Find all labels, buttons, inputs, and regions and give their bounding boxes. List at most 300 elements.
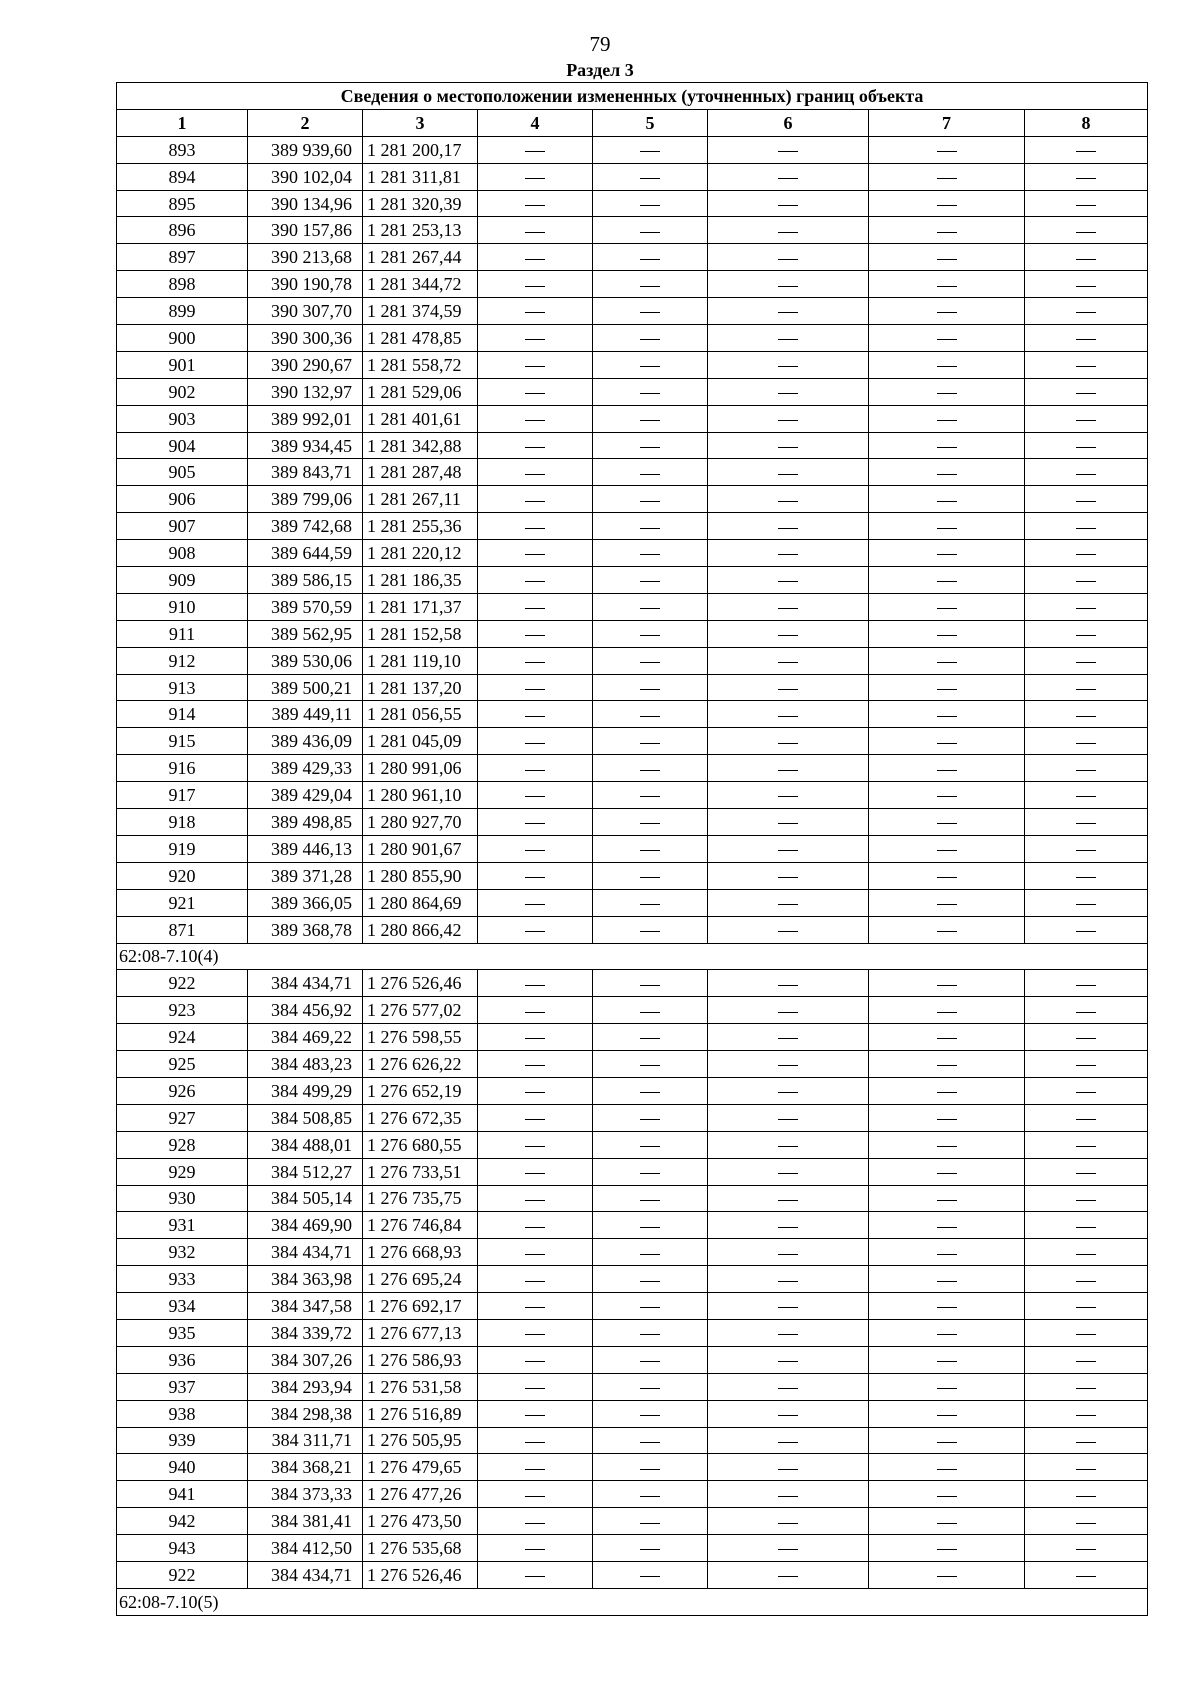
empty-value-cell [1025, 970, 1148, 997]
empty-value-cell [708, 136, 869, 163]
dash-mark [778, 1065, 798, 1066]
empty-value-cell [708, 728, 869, 755]
empty-value-cell [593, 1293, 708, 1320]
dash-mark [937, 1415, 957, 1416]
y-coordinate-cell: 1 281 287,48 [363, 459, 478, 486]
y-coordinate-cell: 1 276 473,50 [363, 1508, 478, 1535]
dash-mark [778, 904, 798, 905]
dash-mark [640, 1549, 660, 1550]
y-coordinate-cell: 1 280 866,42 [363, 916, 478, 943]
dash-mark [937, 635, 957, 636]
table-row [117, 997, 1148, 1024]
empty-value-cell [708, 298, 869, 325]
empty-value-cell [708, 1185, 869, 1212]
dash-mark [778, 1549, 798, 1550]
dash-mark [778, 312, 798, 313]
point-number-cell: 940 [117, 1454, 248, 1481]
dash-mark [1076, 1038, 1096, 1039]
dash-mark [937, 232, 957, 233]
point-number-cell: 894 [117, 163, 248, 190]
dash-mark [937, 1065, 957, 1066]
x-coordinate-cell: 390 134,96 [248, 190, 363, 217]
dash-mark [1076, 1388, 1096, 1389]
table-row [117, 1266, 1148, 1293]
empty-value-cell [869, 136, 1025, 163]
empty-value-cell [1025, 325, 1148, 352]
dash-mark [525, 1012, 545, 1013]
empty-value-cell [1025, 1131, 1148, 1158]
dash-mark [525, 770, 545, 771]
dash-mark [778, 554, 798, 555]
dash-mark [640, 1227, 660, 1228]
y-coordinate-cell: 1 276 535,68 [363, 1535, 478, 1562]
table-row [117, 540, 1148, 567]
dash-mark [937, 1254, 957, 1255]
group-label-row [117, 943, 1148, 970]
dash-mark [525, 1200, 545, 1201]
table-row [117, 620, 1148, 647]
dash-mark [640, 850, 660, 851]
dash-mark [525, 178, 545, 179]
empty-value-cell [1025, 217, 1148, 244]
dash-mark [937, 608, 957, 609]
table-row [117, 405, 1148, 432]
dash-mark [937, 1173, 957, 1174]
x-coordinate-cell: 384 456,92 [248, 997, 363, 1024]
empty-value-cell [593, 1508, 708, 1535]
y-coordinate-cell: 1 276 695,24 [363, 1266, 478, 1293]
x-coordinate-cell: 390 290,67 [248, 351, 363, 378]
point-number-cell: 935 [117, 1319, 248, 1346]
dash-mark [525, 393, 545, 394]
x-coordinate-cell: 384 434,71 [248, 970, 363, 997]
point-number-cell: 920 [117, 862, 248, 889]
point-number-cell: 903 [117, 405, 248, 432]
empty-value-cell [593, 862, 708, 889]
dash-mark [640, 877, 660, 878]
empty-value-cell [869, 916, 1025, 943]
empty-value-cell [708, 620, 869, 647]
dash-mark [1076, 1496, 1096, 1497]
dash-mark [937, 339, 957, 340]
empty-value-cell [1025, 513, 1148, 540]
dash-mark [525, 501, 545, 502]
empty-value-cell [869, 1535, 1025, 1562]
dash-mark [937, 1334, 957, 1335]
y-coordinate-cell: 1 276 626,22 [363, 1051, 478, 1078]
empty-value-cell [593, 244, 708, 271]
empty-value-cell [478, 889, 593, 916]
table-body-group-2 [117, 970, 1148, 1588]
x-coordinate-cell: 389 371,28 [248, 862, 363, 889]
point-number-cell: 932 [117, 1239, 248, 1266]
x-coordinate-cell: 384 298,38 [248, 1400, 363, 1427]
empty-value-cell [869, 889, 1025, 916]
y-coordinate-cell: 1 281 267,11 [363, 486, 478, 513]
x-coordinate-cell: 389 934,45 [248, 432, 363, 459]
empty-value-cell [478, 1212, 593, 1239]
section-title: Раздел 3 [566, 60, 634, 80]
empty-value-cell [593, 540, 708, 567]
empty-value-cell [478, 1051, 593, 1078]
y-coordinate-cell: 1 280 901,67 [363, 835, 478, 862]
empty-value-cell [708, 1427, 869, 1454]
empty-value-cell [1025, 1400, 1148, 1427]
x-coordinate-cell: 389 742,68 [248, 513, 363, 540]
point-number-cell: 933 [117, 1266, 248, 1293]
dash-mark [525, 662, 545, 663]
empty-value-cell [478, 970, 593, 997]
dash-mark [640, 312, 660, 313]
dash-mark [937, 474, 957, 475]
point-number-cell: 901 [117, 351, 248, 378]
x-coordinate-cell: 390 102,04 [248, 163, 363, 190]
x-coordinate-cell: 384 434,71 [248, 1561, 363, 1588]
dash-mark [937, 420, 957, 421]
table-row [117, 728, 1148, 755]
dash-mark [640, 447, 660, 448]
dash-mark [778, 1576, 798, 1577]
empty-value-cell [478, 163, 593, 190]
empty-value-cell [1025, 1212, 1148, 1239]
empty-value-cell [708, 1266, 869, 1293]
point-number-cell: 899 [117, 298, 248, 325]
empty-value-cell [1025, 1319, 1148, 1346]
dash-mark [778, 1496, 798, 1497]
column-header: 8 [1025, 109, 1148, 136]
dash-mark [778, 1307, 798, 1308]
dash-mark [640, 743, 660, 744]
empty-value-cell [869, 244, 1025, 271]
dash-mark [1076, 796, 1096, 797]
dash-mark [778, 474, 798, 475]
dash-mark [640, 339, 660, 340]
dash-mark [778, 1334, 798, 1335]
table-row [117, 1131, 1148, 1158]
table-row [117, 755, 1148, 782]
x-coordinate-cell: 384 363,98 [248, 1266, 363, 1293]
dash-mark [640, 554, 660, 555]
empty-value-cell [869, 351, 1025, 378]
empty-value-cell [593, 1319, 708, 1346]
empty-value-cell [708, 1319, 869, 1346]
empty-value-cell [869, 1373, 1025, 1400]
table-row [117, 1535, 1148, 1562]
dash-mark [937, 904, 957, 905]
empty-value-cell [708, 674, 869, 701]
table-row [117, 244, 1148, 271]
point-number-cell: 916 [117, 755, 248, 782]
empty-value-cell [708, 1400, 869, 1427]
table-row [117, 835, 1148, 862]
empty-value-cell [593, 378, 708, 405]
empty-value-cell [708, 351, 869, 378]
dash-mark [778, 770, 798, 771]
dash-mark [778, 151, 798, 152]
dash-mark [937, 985, 957, 986]
dash-mark [525, 447, 545, 448]
dash-mark [525, 796, 545, 797]
empty-value-cell [478, 1373, 593, 1400]
x-coordinate-cell: 384 339,72 [248, 1319, 363, 1346]
empty-value-cell [708, 862, 869, 889]
empty-value-cell [593, 647, 708, 674]
y-coordinate-cell: 1 276 733,51 [363, 1158, 478, 1185]
y-coordinate-cell: 1 280 864,69 [363, 889, 478, 916]
empty-value-cell [593, 1185, 708, 1212]
empty-value-cell [1025, 1077, 1148, 1104]
y-coordinate-cell: 1 281 200,17 [363, 136, 478, 163]
empty-value-cell [478, 620, 593, 647]
point-number-cell: 904 [117, 432, 248, 459]
dash-mark [937, 1012, 957, 1013]
empty-value-cell [1025, 782, 1148, 809]
empty-value-cell [1025, 593, 1148, 620]
dash-mark [525, 823, 545, 824]
dash-mark [937, 1388, 957, 1389]
table-row [117, 1212, 1148, 1239]
dash-mark [640, 1415, 660, 1416]
dash-mark [937, 850, 957, 851]
y-coordinate-cell: 1 281 253,13 [363, 217, 478, 244]
empty-value-cell [869, 1266, 1025, 1293]
empty-value-cell [593, 970, 708, 997]
empty-value-cell [869, 674, 1025, 701]
empty-value-cell [478, 1481, 593, 1508]
empty-value-cell [708, 1131, 869, 1158]
empty-value-cell [708, 782, 869, 809]
dash-mark [937, 823, 957, 824]
dash-mark [1076, 770, 1096, 771]
empty-value-cell [593, 1266, 708, 1293]
x-coordinate-cell: 384 512,27 [248, 1158, 363, 1185]
empty-value-cell [1025, 1481, 1148, 1508]
dash-mark [640, 1038, 660, 1039]
table-row [117, 325, 1148, 352]
dash-mark [937, 1092, 957, 1093]
point-number-cell: 902 [117, 378, 248, 405]
y-coordinate-cell: 1 281 320,39 [363, 190, 478, 217]
dash-mark [937, 716, 957, 717]
dash-mark [640, 1254, 660, 1255]
x-coordinate-cell: 390 307,70 [248, 298, 363, 325]
dash-mark [525, 716, 545, 717]
dash-mark [937, 259, 957, 260]
empty-value-cell [593, 271, 708, 298]
dash-mark [778, 850, 798, 851]
point-number-cell: 900 [117, 325, 248, 352]
table-row [117, 889, 1148, 916]
dash-mark [525, 528, 545, 529]
empty-value-cell [869, 593, 1025, 620]
dash-mark [640, 1307, 660, 1308]
point-number-cell: 910 [117, 593, 248, 620]
dash-mark [525, 1496, 545, 1497]
dash-mark [640, 420, 660, 421]
empty-value-cell [1025, 351, 1148, 378]
x-coordinate-cell: 389 530,06 [248, 647, 363, 674]
empty-value-cell [478, 593, 593, 620]
empty-value-cell [478, 674, 593, 701]
table-body-group-1 [117, 136, 1148, 943]
point-number-cell: 922 [117, 1561, 248, 1588]
x-coordinate-cell: 384 368,21 [248, 1454, 363, 1481]
empty-value-cell [869, 1454, 1025, 1481]
dash-mark [1076, 635, 1096, 636]
x-coordinate-cell: 389 799,06 [248, 486, 363, 513]
dash-mark [937, 1496, 957, 1497]
dash-mark [1076, 1119, 1096, 1120]
y-coordinate-cell: 1 281 344,72 [363, 271, 478, 298]
dash-mark [937, 689, 957, 690]
empty-value-cell [869, 486, 1025, 513]
table-row [117, 163, 1148, 190]
empty-value-cell [869, 620, 1025, 647]
dash-mark [525, 1227, 545, 1228]
empty-value-cell [869, 1051, 1025, 1078]
dash-mark [640, 1146, 660, 1147]
empty-value-cell [478, 459, 593, 486]
dash-mark [525, 635, 545, 636]
point-number-cell: 908 [117, 540, 248, 567]
dash-mark [525, 1307, 545, 1308]
dash-mark [640, 1173, 660, 1174]
table-row [117, 1185, 1148, 1212]
empty-value-cell [708, 217, 869, 244]
dash-mark [640, 689, 660, 690]
table-row [117, 647, 1148, 674]
empty-value-cell [478, 1535, 593, 1562]
empty-value-cell [1025, 1293, 1148, 1320]
empty-value-cell [1025, 1535, 1148, 1562]
y-coordinate-cell: 1 281 374,59 [363, 298, 478, 325]
table-row [117, 136, 1148, 163]
empty-value-cell [478, 1077, 593, 1104]
empty-value-cell [593, 728, 708, 755]
table-row [117, 1508, 1148, 1535]
y-coordinate-cell: 1 276 577,02 [363, 997, 478, 1024]
empty-value-cell [478, 1400, 593, 1427]
dash-mark [778, 1415, 798, 1416]
empty-value-cell [478, 567, 593, 594]
dash-mark [778, 1442, 798, 1443]
empty-value-cell [593, 513, 708, 540]
empty-value-cell [593, 1051, 708, 1078]
dash-mark [525, 1146, 545, 1147]
dash-mark [640, 1576, 660, 1577]
empty-value-cell [1025, 997, 1148, 1024]
dash-mark [1076, 393, 1096, 394]
table-row [117, 862, 1148, 889]
group-label: 62:08-7.10(4) [117, 943, 1148, 970]
x-coordinate-cell: 384 307,26 [248, 1346, 363, 1373]
empty-value-cell [1025, 835, 1148, 862]
empty-value-cell [593, 755, 708, 782]
dash-mark [778, 662, 798, 663]
empty-value-cell [708, 567, 869, 594]
y-coordinate-cell: 1 281 558,72 [363, 351, 478, 378]
dash-mark [1076, 1549, 1096, 1550]
dash-mark [525, 1334, 545, 1335]
empty-value-cell [478, 244, 593, 271]
dash-mark [640, 581, 660, 582]
empty-value-cell [1025, 540, 1148, 567]
dash-mark [1076, 151, 1096, 152]
dash-mark [525, 904, 545, 905]
dash-mark [778, 635, 798, 636]
empty-value-cell [478, 540, 593, 567]
dash-mark [640, 904, 660, 905]
empty-value-cell [478, 1104, 593, 1131]
table-row [117, 701, 1148, 728]
y-coordinate-cell: 1 281 137,20 [363, 674, 478, 701]
x-coordinate-cell: 390 213,68 [248, 244, 363, 271]
empty-value-cell [869, 1185, 1025, 1212]
empty-value-cell [593, 1077, 708, 1104]
dash-mark [640, 528, 660, 529]
dash-mark [1076, 1469, 1096, 1470]
dash-mark [1076, 1254, 1096, 1255]
y-coordinate-cell: 1 281 311,81 [363, 163, 478, 190]
y-coordinate-cell: 1 276 531,58 [363, 1373, 478, 1400]
empty-value-cell [1025, 432, 1148, 459]
empty-value-cell [1025, 647, 1148, 674]
dash-mark [937, 581, 957, 582]
dash-mark [778, 1092, 798, 1093]
dash-mark [1076, 1307, 1096, 1308]
empty-value-cell [593, 997, 708, 1024]
dash-mark [937, 1200, 957, 1201]
empty-value-cell [1025, 298, 1148, 325]
empty-value-cell [869, 1024, 1025, 1051]
dash-mark [778, 420, 798, 421]
empty-value-cell [593, 701, 708, 728]
dash-mark [1076, 366, 1096, 367]
point-number-cell: 938 [117, 1400, 248, 1427]
table-row [117, 916, 1148, 943]
empty-value-cell [708, 271, 869, 298]
point-number-cell: 919 [117, 835, 248, 862]
empty-value-cell [708, 1239, 869, 1266]
empty-value-cell [478, 1427, 593, 1454]
table-body-group-3-header [117, 1588, 1148, 1615]
y-coordinate-cell: 1 281 478,85 [363, 325, 478, 352]
empty-value-cell [593, 1239, 708, 1266]
empty-value-cell [593, 405, 708, 432]
dash-mark [1076, 985, 1096, 986]
y-coordinate-cell: 1 281 220,12 [363, 540, 478, 567]
empty-value-cell [708, 1051, 869, 1078]
empty-value-cell [869, 1481, 1025, 1508]
x-coordinate-cell: 389 843,71 [248, 459, 363, 486]
dash-mark [778, 1254, 798, 1255]
empty-value-cell [869, 459, 1025, 486]
empty-value-cell [708, 513, 869, 540]
y-coordinate-cell: 1 281 045,09 [363, 728, 478, 755]
dash-mark [937, 931, 957, 932]
x-coordinate-cell: 389 368,78 [248, 916, 363, 943]
dash-mark [778, 447, 798, 448]
dash-mark [937, 286, 957, 287]
y-coordinate-cell: 1 281 529,06 [363, 378, 478, 405]
empty-value-cell [593, 432, 708, 459]
point-number-cell: 914 [117, 701, 248, 728]
empty-value-cell [1025, 1427, 1148, 1454]
empty-value-cell [1025, 1024, 1148, 1051]
y-coordinate-cell: 1 280 855,90 [363, 862, 478, 889]
dash-mark [1076, 1200, 1096, 1201]
dash-mark [525, 1415, 545, 1416]
